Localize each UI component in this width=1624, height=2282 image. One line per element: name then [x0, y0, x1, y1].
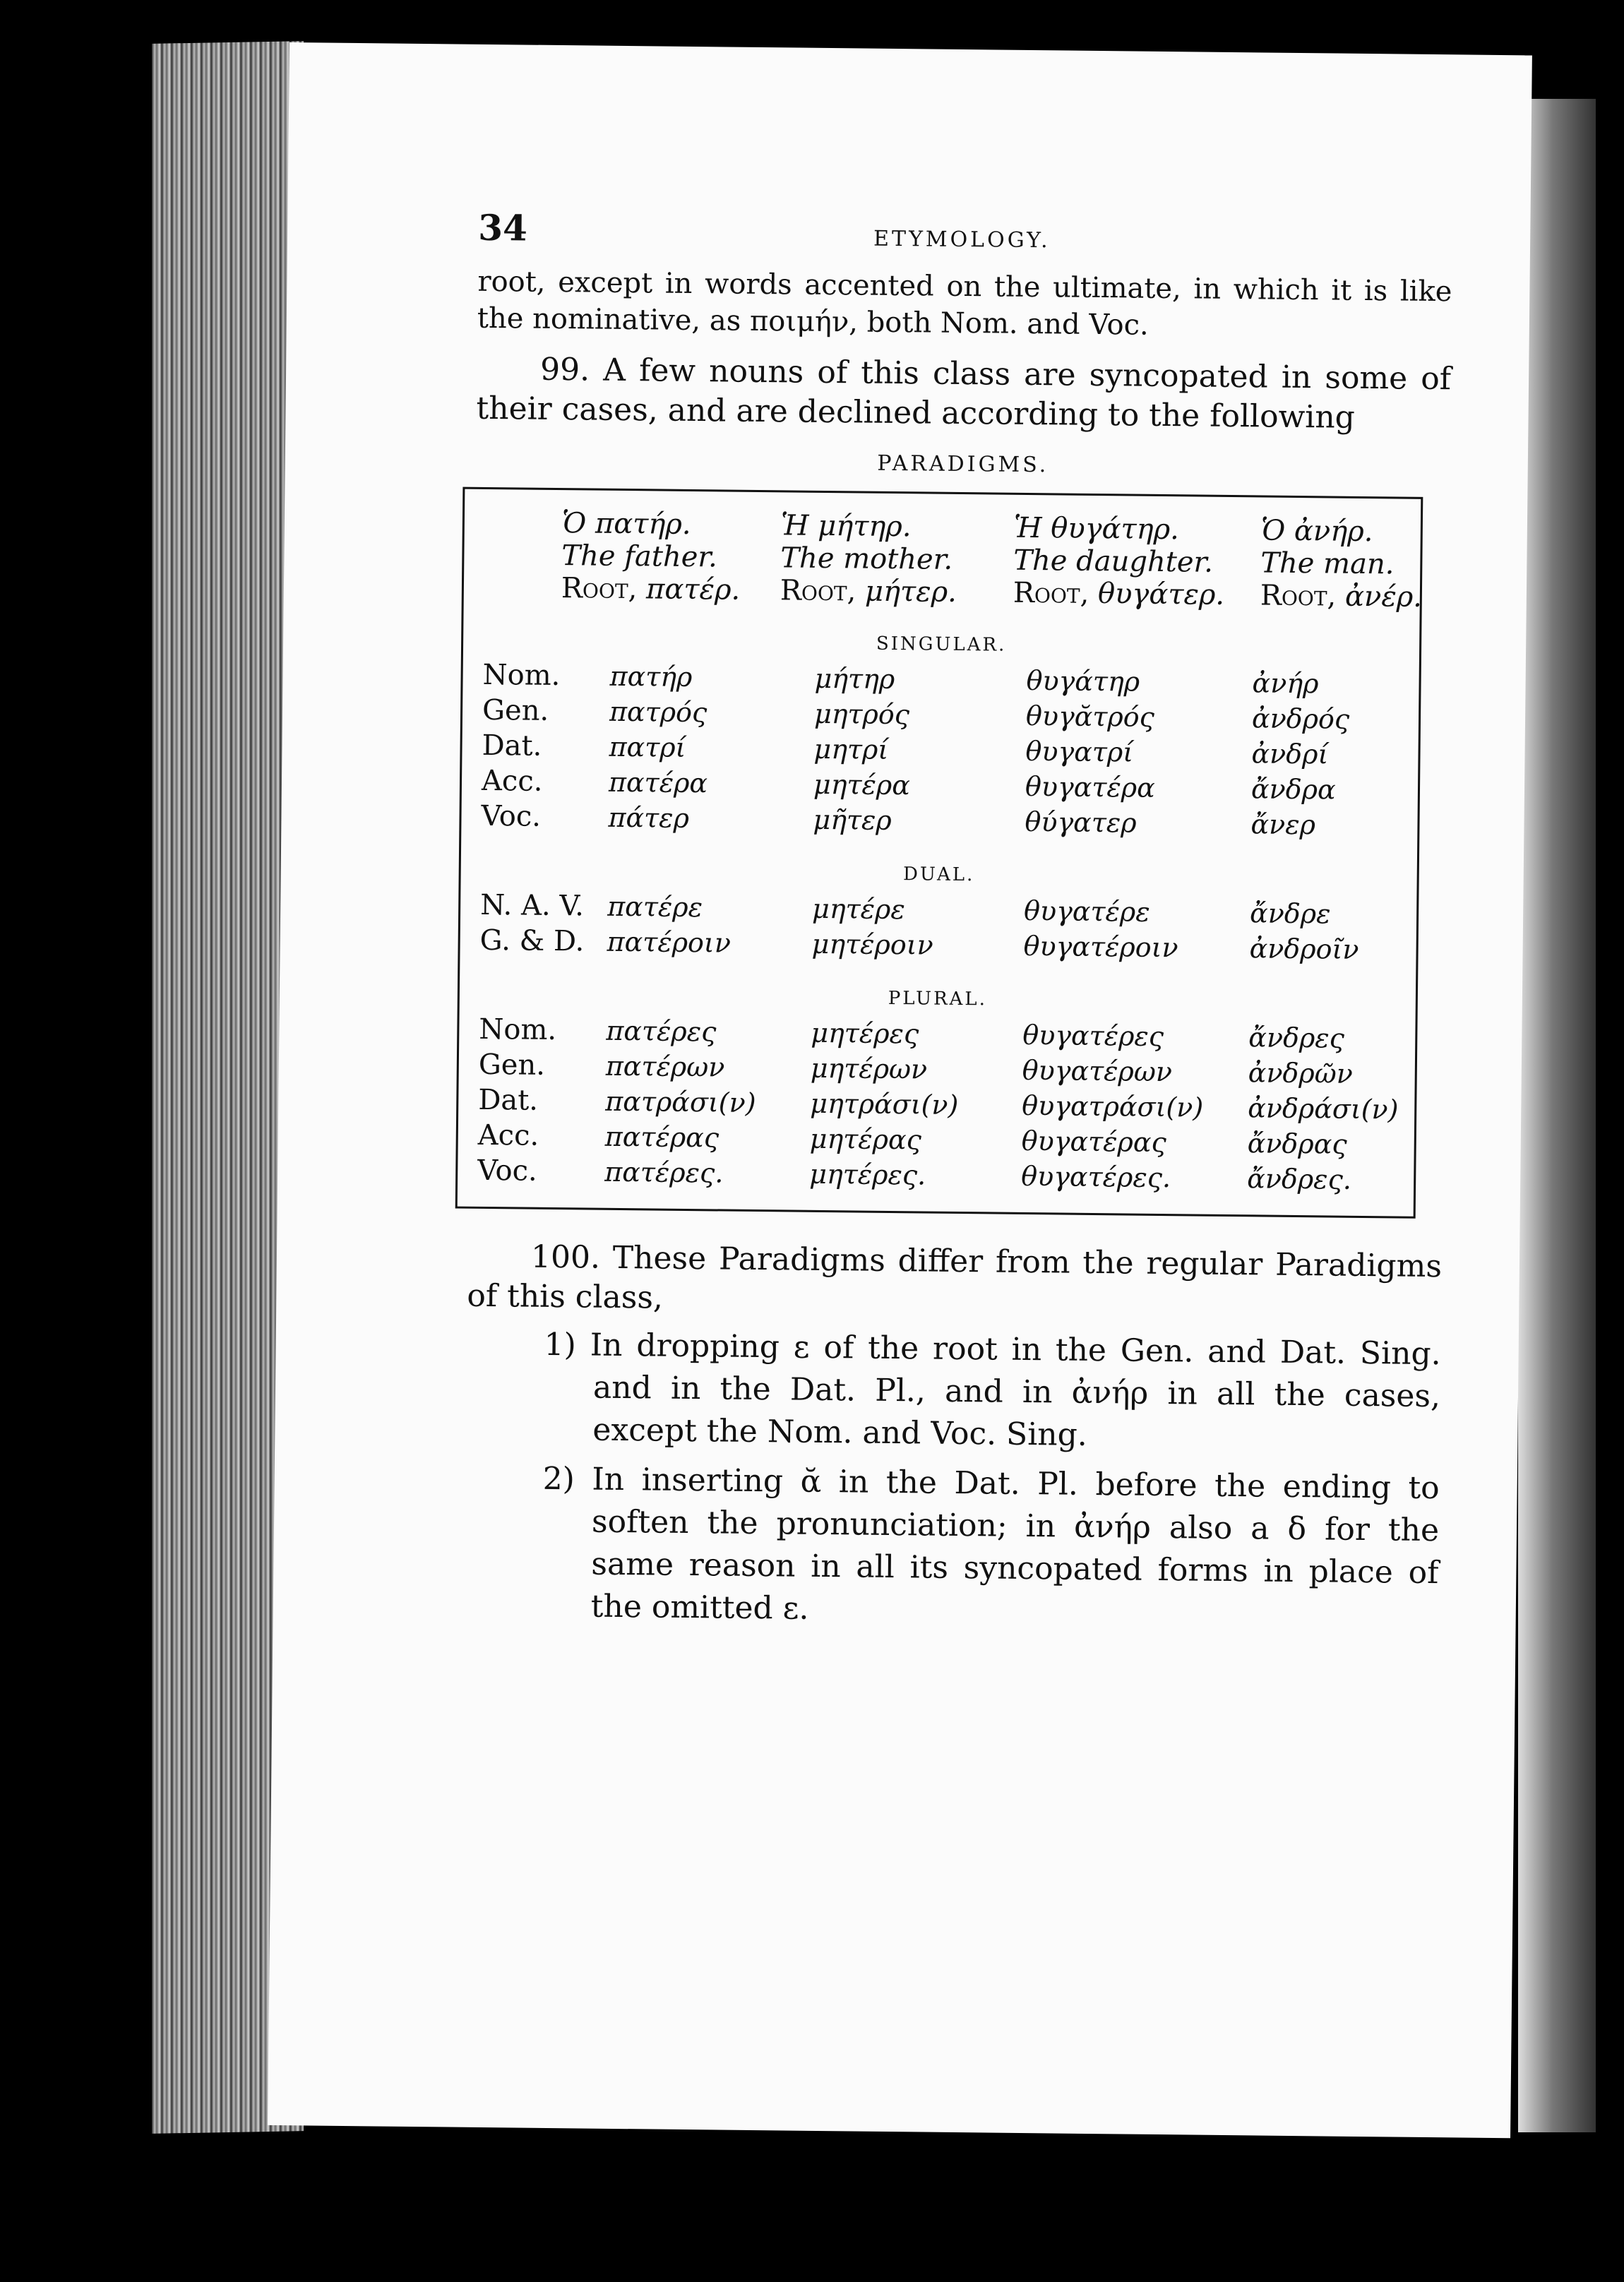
paradigms-title: PARADIGMS. [877, 450, 1049, 478]
paradigm-table [455, 487, 1423, 1219]
root-label: Root, [1013, 576, 1089, 610]
declension-form: πατέρε [607, 890, 703, 924]
declension-form: μήτηρ [814, 662, 895, 695]
declension-form: μητέρων [810, 1052, 928, 1085]
case-name: Gen. [482, 693, 549, 727]
section-100-paragraph: 100. These Paradigms differ from the regular Paradigms of this class, [467, 1238, 1443, 1316]
dual-grid [479, 888, 1397, 968]
declension-form: πατέροιν [607, 926, 732, 959]
declension-form: ἄνδρε [1249, 897, 1331, 930]
root-label: Root, [561, 572, 638, 606]
declension-form: ἀνδρῶν [1248, 1057, 1354, 1089]
book-page [268, 42, 1532, 2138]
declension-form: πατήρ [609, 660, 693, 693]
declension-form: πατέρων [605, 1050, 725, 1083]
page-header [478, 207, 1453, 273]
declension-form: θυγατράσι(ν) [1022, 1089, 1204, 1123]
declension-form: μητέροιν [811, 928, 934, 961]
declension-form: θύγατερ [1025, 806, 1137, 839]
declension-form: ἄνδρα [1250, 773, 1336, 806]
root-label: Root, [780, 574, 856, 608]
declension-form: μητρί [813, 733, 889, 765]
case-name: Dat. [478, 1083, 539, 1117]
case-name: Gen. [478, 1048, 546, 1082]
paradigm-heading [780, 509, 1007, 609]
section-100 [464, 1237, 1443, 1637]
declension-form: μητέρε [811, 892, 906, 926]
intro-paragraph: root, except in words accented on the ultimate, in which it is like the nominative, as ποιμήν, both Nom. and Voc. [477, 265, 1452, 342]
paradigm-headings [561, 507, 1423, 614]
case-name: Nom. [479, 1012, 557, 1047]
case-name: Acc. [481, 764, 543, 798]
declension-form: θυγατέρες. [1021, 1160, 1171, 1194]
declension-form: θυγατρί [1025, 735, 1134, 768]
heading-english: The man. [1260, 546, 1395, 581]
paradigm-heading [1260, 514, 1473, 614]
declension-form: θυγατέρας [1021, 1125, 1167, 1159]
case-name: Voc. [481, 799, 542, 833]
heading-root [1260, 579, 1472, 614]
declension-form: θυγατέρες [1022, 1019, 1164, 1053]
book-right-shadow [1518, 99, 1596, 2132]
heading-greek: Ἡ μήτηρ. [780, 509, 912, 544]
heading-english: The mother. [780, 542, 953, 576]
root-form: μήτερ. [864, 575, 957, 609]
singular-grid [481, 657, 1399, 844]
declension-form: ἀνδράσι(ν) [1248, 1092, 1399, 1125]
declension-form: θυγατέροιν [1023, 930, 1178, 964]
section-99-paragraph: 99. A few nouns of this class are syncopated in some of their cases, and are declined according to the following [476, 351, 1452, 436]
note-point-1: 1) In dropping ε of the root in the Gen. and Dat. Sing. and in the Dat. Pl., and in ἀνήρ in all the cases, except the Nom. and Voc. Sing. [544, 1326, 1441, 1453]
paradigm-heading [561, 507, 774, 607]
declension-form: πατέρες. [604, 1156, 724, 1189]
case-name: N. A. V. [479, 888, 585, 923]
declension-form: θυγατέρων [1022, 1054, 1173, 1088]
declension-form: πατράσι(ν) [605, 1085, 756, 1118]
heading-english: The father. [561, 539, 718, 574]
case-name: Dat. [482, 729, 542, 763]
case-name: G. & D. [479, 924, 585, 958]
page-number: 34 [477, 206, 528, 249]
heading-greek: Ἡ θυγάτηρ. [1013, 511, 1180, 546]
case-name: Nom. [482, 658, 561, 693]
heading-root [780, 574, 1006, 609]
dual-label: DUAL. [902, 864, 975, 886]
root-form: ἀνέρ. [1344, 580, 1423, 614]
declension-form: θυγάτηρ [1026, 664, 1140, 698]
declension-form: ἀνδρί [1251, 738, 1329, 770]
singular-label: SINGULAR. [876, 633, 1007, 656]
heading-greek: Ὁ πατήρ. [561, 507, 691, 541]
declension-form: μητέρες. [809, 1158, 926, 1191]
declension-form: ἄνδρες. [1246, 1163, 1352, 1195]
declension-form: πατρί [609, 731, 686, 763]
note-point-2: 2) In inserting ᾰ in the Dat. Pl. before the ending to soften the pronunciation; in ἀνήρ also a δ for the same reason in all its syncopated forms in place of the omitted ε. [542, 1460, 1440, 1627]
root-label: Root, [1260, 579, 1337, 613]
heading-greek: Ὁ ἀνήρ. [1260, 514, 1373, 549]
declension-form: ἀνήρ [1252, 667, 1319, 700]
page-content [464, 207, 1453, 1637]
heading-root [561, 572, 773, 607]
heading-root [1013, 577, 1253, 612]
declension-form: ἄνερ [1250, 808, 1316, 841]
case-name: Acc. [477, 1118, 539, 1152]
running-head: ETYMOLOGY. [873, 226, 1051, 253]
plural-grid [477, 1012, 1399, 1198]
declension-form: ἀνδροῖν [1249, 933, 1359, 965]
declension-form: μῆτερ [813, 804, 892, 836]
declension-form: πάτερ [608, 801, 690, 834]
declension-form: πατέρες [606, 1015, 717, 1048]
declension-form: πατρός [609, 695, 707, 729]
declension-form: ἀνδρός [1251, 703, 1350, 735]
declension-form: πατέρας [604, 1121, 720, 1154]
declension-form: μητέρα [813, 768, 911, 801]
paradigm-heading [1013, 512, 1254, 612]
plural-label: PLURAL. [888, 987, 988, 1010]
declension-form: ἄνδρας [1247, 1128, 1347, 1160]
declension-form: μητέρας [809, 1123, 922, 1156]
declension-form: μητρός [813, 698, 910, 731]
declension-form: θυγατέρε [1023, 895, 1150, 928]
declension-form: θυγατέρα [1025, 770, 1156, 804]
declension-form: μητέρες [811, 1017, 919, 1050]
heading-english: The daughter. [1013, 544, 1214, 579]
root-form: πατέρ. [645, 573, 741, 607]
root-form: θυγάτερ. [1097, 578, 1225, 611]
declension-form: μητράσι(ν) [810, 1087, 959, 1121]
case-name: Voc. [477, 1154, 537, 1188]
declension-form: θυγᾰτρός [1025, 700, 1155, 733]
declension-form: ἄνδρες [1248, 1022, 1345, 1054]
declension-form: πατέρα [608, 766, 708, 799]
